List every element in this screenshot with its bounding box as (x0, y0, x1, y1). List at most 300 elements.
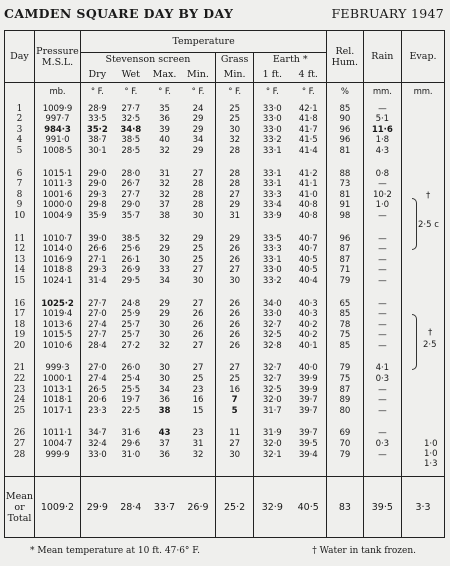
table-cell: 27 (215, 190, 254, 201)
table-cell: 30 (159, 374, 170, 385)
table-cell: 1015·5 (34, 330, 80, 341)
footnote-star: * Mean temperature at 10 ft. 47·6° F. (30, 546, 200, 556)
mean-label (5, 477, 35, 538)
evap-day27: 1·0 (424, 449, 438, 459)
table-cell: 1025·2 (34, 299, 80, 310)
table-cell: 30 (215, 125, 254, 136)
spacer-cell (363, 416, 402, 428)
table-cell: — (363, 406, 402, 417)
table-cell: 40·5 (290, 255, 326, 266)
table-cell: 1010·6 (34, 341, 80, 352)
table-row (5, 450, 445, 461)
table-cell: 32 (159, 189, 170, 200)
table-cell: 33·1 (254, 146, 290, 157)
mean-label-2: or (14, 501, 25, 513)
page-title: CAMDEN SQUARE DAY BY DAY (4, 6, 234, 21)
table-row (5, 135, 445, 146)
day-cell: 13 (5, 255, 35, 266)
table-cell: 1016·9 (34, 255, 80, 266)
table-cell: 32 (181, 450, 215, 461)
table-cell: 29 (181, 234, 215, 245)
evap-cell (402, 320, 445, 331)
day-cell: 19 (5, 330, 35, 341)
table-row (5, 363, 445, 374)
mean-grass: 25·2 (215, 477, 254, 538)
table-cell: 28·9 (80, 104, 113, 115)
spacer-cell (327, 460, 363, 477)
table-cell: 1010·7 (34, 234, 80, 245)
day-cell: 26 (5, 428, 35, 439)
table-cell: 40·0 (290, 363, 326, 374)
spacer-cell (80, 157, 113, 169)
evap-dagger-1: † (426, 191, 431, 201)
table-row (5, 104, 445, 115)
table-cell: 38·5 (121, 135, 141, 146)
evap-cell (402, 125, 445, 136)
evap-cell (402, 114, 445, 125)
table-row (5, 276, 445, 287)
unit-cell: ° F. (181, 83, 215, 98)
table-cell: 1017·1 (34, 406, 80, 417)
table-cell: 41·5 (290, 135, 326, 146)
spacer-cell (327, 157, 363, 169)
day-cell: 4 (5, 135, 35, 146)
table-cell: 31 (215, 211, 254, 222)
table-cell: 32 (159, 145, 170, 156)
spacer-cell (363, 222, 402, 234)
day-cell: 2 (5, 114, 35, 125)
evap-week1: 2·5 c (418, 220, 439, 230)
unit-cell: ° F. (124, 87, 138, 97)
spacer-cell (290, 222, 326, 234)
table-cell: 0·3 (363, 374, 402, 385)
table-cell: 7 (215, 395, 254, 406)
spacer-cell (181, 351, 215, 363)
table-cell: 33·2 (254, 135, 290, 146)
day-cell: 6 (5, 169, 35, 180)
table-cell: 32 (159, 233, 170, 244)
table-cell: 33·0 (254, 114, 290, 125)
spacer-cell (34, 222, 80, 234)
table-row (5, 320, 445, 331)
spacer-cell (363, 157, 402, 169)
unit-cell: ° F. (158, 87, 171, 97)
table-row (5, 244, 445, 255)
table-cell: 38 (158, 405, 171, 416)
day-cell: 24 (5, 395, 35, 406)
spacer-cell (254, 416, 290, 428)
table-cell: 984·3 (34, 125, 80, 136)
table-cell: 38·5 (121, 233, 141, 244)
table-cell: 87 (327, 244, 363, 255)
table-row (5, 406, 445, 417)
table-cell: 33·1 (254, 169, 290, 180)
table-cell: 29·0 (80, 169, 113, 180)
spacer-cell (327, 287, 363, 299)
day-cell: 28 (5, 450, 35, 461)
spacer-cell (114, 287, 148, 299)
table-cell: 70 (327, 439, 363, 450)
spacer-cell (402, 287, 445, 299)
spacer-cell (114, 222, 148, 234)
spacer-cell (215, 351, 254, 363)
day-cell: 27 (5, 439, 35, 450)
table-cell: 43 (158, 428, 171, 439)
page-header (4, 6, 446, 24)
evap-cell (402, 244, 445, 255)
table-cell: — (363, 450, 402, 461)
table-cell: — (363, 341, 402, 352)
table-row (5, 125, 445, 136)
table-cell: 33 (159, 265, 170, 276)
spacer-cell (80, 351, 113, 363)
spacer-cell (215, 460, 254, 477)
table-cell: 96 (327, 125, 363, 136)
table-cell: 27 (181, 299, 215, 310)
table-cell: 27·0 (80, 363, 113, 374)
table-cell: 29 (181, 114, 215, 125)
table-cell: 26 (215, 299, 254, 310)
table-cell: 30 (159, 319, 170, 330)
table-cell: 35·2 (80, 125, 113, 136)
spacer-cell (34, 460, 80, 477)
table-cell: 23 (181, 428, 215, 439)
table-cell: 41·0 (290, 190, 326, 201)
spacer-cell (34, 416, 80, 428)
spacer-cell (290, 351, 326, 363)
header-temperature: Temperature (80, 31, 326, 53)
day-cell: 11 (5, 234, 35, 245)
table-cell: 25·7 (121, 319, 141, 330)
table-cell: 32·5 (254, 385, 290, 396)
table-cell: 10·2 (363, 190, 402, 201)
mean-earth-4ft: 40·5 (290, 477, 326, 538)
table-cell: 1004·9 (34, 211, 80, 222)
table-cell: 40·1 (290, 341, 326, 352)
table-cell: 29 (159, 298, 170, 309)
table-cell: 41·4 (290, 146, 326, 157)
header-pressure-label: Pressure (36, 45, 79, 57)
table-cell: 999·9 (34, 450, 80, 461)
spacer-cell (34, 351, 80, 363)
spacer-cell (80, 416, 113, 428)
table-cell: 32 (215, 135, 254, 146)
day-cell: 9 (5, 200, 35, 211)
table-row (5, 439, 445, 450)
table-cell: 35·7 (121, 210, 141, 221)
table-row (5, 330, 445, 341)
evap-cell (402, 255, 445, 266)
day-cell: 5 (5, 146, 35, 157)
day-cell: 8 (5, 190, 35, 201)
table-cell: 1011·3 (34, 179, 80, 190)
spacer-cell (181, 416, 215, 428)
table-row (5, 374, 445, 385)
table-cell: — (363, 211, 402, 222)
spacer-cell (34, 157, 80, 169)
evap-brace-1 (412, 198, 417, 250)
table-cell: 39 (159, 124, 170, 135)
table-cell: — (363, 179, 402, 190)
table-cell: 33·4 (254, 200, 290, 211)
header-rain: Rain (363, 31, 402, 83)
table-cell: 1024·1 (34, 276, 80, 287)
evap-week3: 2·5 (423, 340, 437, 350)
table-cell: 40·7 (290, 234, 326, 245)
table-cell: 26 (181, 309, 215, 320)
evap-cell (402, 385, 445, 396)
unit-cell: ° F. (80, 83, 113, 98)
mean-label-1: Mean (5, 490, 34, 502)
evap-cell (402, 395, 445, 406)
mean-evap: 3·3 (402, 477, 445, 538)
header-wet: Wet (114, 67, 148, 83)
table-cell: 31·6 (121, 428, 141, 439)
table-cell: 35·9 (80, 211, 113, 222)
table-cell: 38·7 (80, 135, 113, 146)
table-row (5, 179, 445, 190)
table-cell: 28·0 (121, 168, 141, 179)
evap-cell (402, 146, 445, 157)
table-cell: 29·0 (121, 200, 141, 211)
spacer-cell (181, 157, 215, 169)
evap-cell (402, 299, 445, 310)
table-cell: 89 (327, 395, 363, 406)
table-cell: 38 (159, 210, 170, 221)
spacer-row (5, 416, 445, 428)
table-cell: 27·7 (80, 330, 113, 341)
table-cell: 1004·7 (34, 439, 80, 450)
table-cell: 65 (327, 299, 363, 310)
table-cell: — (363, 276, 402, 287)
table-cell: 27 (181, 341, 215, 352)
table-cell: 27 (215, 439, 254, 450)
table-cell: 26·1 (121, 254, 141, 265)
spacer-row (5, 287, 445, 299)
table-cell: 991·0 (34, 135, 80, 146)
table-cell: 29 (181, 125, 215, 136)
table-cell: 33·5 (80, 114, 113, 125)
table-cell: 15 (181, 406, 215, 417)
table-cell: 69 (327, 428, 363, 439)
table-cell: 32·0 (254, 439, 290, 450)
unit-cell (5, 83, 35, 98)
table-cell: 75 (327, 374, 363, 385)
table-cell: 25·9 (121, 309, 141, 320)
table-cell: 79 (327, 363, 363, 374)
day-cell: 3 (5, 125, 35, 136)
table-cell: 26 (215, 309, 254, 320)
table-cell: — (363, 385, 402, 396)
table-cell: 36 (159, 114, 170, 125)
evap-cell (402, 363, 445, 374)
unit-cell: mm. (363, 83, 402, 98)
table-cell: 96 (327, 135, 363, 146)
table-cell: 41·2 (290, 169, 326, 180)
spacer-cell (114, 460, 148, 477)
mean-max: 33·7 (148, 477, 181, 538)
day-cell: 1 (5, 104, 35, 115)
spacer-cell (148, 222, 181, 234)
table-cell: 25·7 (121, 330, 141, 341)
mean-min: 26·9 (181, 477, 215, 538)
evap-cell (402, 276, 445, 287)
spacer-row (5, 222, 445, 234)
table-cell: 33·1 (254, 179, 290, 190)
table-cell: 25·6 (121, 244, 141, 255)
evap-cell (402, 428, 445, 439)
table-cell: 31·4 (80, 276, 113, 287)
table-cell: 33·1 (254, 255, 290, 266)
spacer-cell (181, 287, 215, 299)
header-stevenson: Stevenson screen (80, 53, 215, 67)
table-cell: 1018·8 (34, 265, 80, 276)
day-cell: 22 (5, 374, 35, 385)
table-cell: 32 (159, 340, 170, 351)
table-cell: 1·8 (363, 135, 402, 146)
table-cell: 40·8 (290, 200, 326, 211)
spacer-cell (148, 351, 181, 363)
table-cell: 26 (181, 330, 215, 341)
table-cell: 26 (215, 255, 254, 266)
spacer-cell (148, 416, 181, 428)
spacer-cell (327, 351, 363, 363)
mean-rain: 39·5 (363, 477, 402, 538)
table-cell: 32·4 (80, 439, 113, 450)
spacer-row (5, 157, 445, 169)
table-cell: 27·4 (80, 374, 113, 385)
spacer-cell (215, 157, 254, 169)
table-cell: 19·7 (121, 395, 141, 406)
table-cell: 28·4 (80, 341, 113, 352)
table-cell: 5·1 (363, 114, 402, 125)
header-pressure (34, 31, 80, 83)
spacer-cell (181, 222, 215, 234)
table-row (5, 299, 445, 310)
table-cell: 27·1 (80, 255, 113, 266)
table-cell: 26·9 (121, 265, 141, 276)
mean-wet: 28·4 (114, 477, 148, 538)
table-cell: 26·5 (80, 385, 113, 396)
table-cell: 11 (215, 428, 254, 439)
table-cell: 29·3 (80, 265, 113, 276)
evap-cell (402, 309, 445, 320)
evap-cell (402, 265, 445, 276)
table-cell: 25·5 (121, 384, 141, 395)
table-cell: 39·7 (290, 406, 326, 417)
table-cell: 27 (181, 265, 215, 276)
table-cell: 80 (327, 406, 363, 417)
table-cell: 41·7 (290, 125, 326, 136)
table-cell: 34·7 (80, 428, 113, 439)
table-cell: 35 (159, 103, 170, 114)
spacer-cell (5, 222, 35, 234)
table-cell: 28 (181, 200, 215, 211)
spacer-cell (402, 416, 445, 428)
table-cell: 32 (159, 179, 170, 190)
evap-cell (402, 190, 445, 201)
table-cell: 29·3 (80, 190, 113, 201)
weather-table (4, 30, 445, 538)
table-cell: 29 (159, 309, 170, 320)
table-cell: 27·0 (80, 309, 113, 320)
units-row (5, 83, 445, 98)
table-cell: 24 (181, 104, 215, 115)
header-earth-1ft: 1 ft. (254, 67, 290, 83)
table-cell: 32·7 (254, 374, 290, 385)
header-hum: Hum. (331, 56, 359, 68)
table-cell: 29·0 (80, 179, 113, 190)
table-cell: 25 (181, 374, 215, 385)
table-cell: 28 (215, 146, 254, 157)
table-cell: 39·9 (290, 385, 326, 396)
table-cell: 1013·6 (34, 320, 80, 331)
evap-cell (402, 406, 445, 417)
spacer-cell (215, 222, 254, 234)
evap-cell (402, 374, 445, 385)
table-cell: 32·7 (254, 363, 290, 374)
table-row (5, 265, 445, 276)
spacer-cell (80, 460, 113, 477)
table-cell: 29 (215, 234, 254, 245)
evap-cell (402, 234, 445, 245)
table-cell: 41·1 (290, 179, 326, 190)
table-cell: 30 (215, 450, 254, 461)
table-cell: — (363, 330, 402, 341)
table-row (5, 255, 445, 266)
table-cell: — (363, 265, 402, 276)
table-cell: 20·6 (80, 395, 113, 406)
unit-cell: mm. (402, 83, 445, 98)
spacer-cell (215, 416, 254, 428)
table-cell: 87 (327, 255, 363, 266)
table-cell: 32·1 (254, 450, 290, 461)
table-cell: 25 (181, 255, 215, 266)
table-cell: 23·3 (80, 406, 113, 417)
table-cell: 1011·1 (34, 428, 80, 439)
spacer-cell (148, 460, 181, 477)
table-cell: 29 (215, 200, 254, 211)
table-cell: 1008·5 (34, 146, 80, 157)
table-cell: 40 (159, 135, 170, 146)
table-cell: 25 (215, 114, 254, 125)
table-cell: 39·7 (290, 428, 326, 439)
mean-pressure: 1009·2 (34, 477, 80, 538)
table-cell: 1013·1 (34, 385, 80, 396)
table-cell: 32·5 (254, 330, 290, 341)
table-cell: 29·6 (121, 439, 141, 450)
spacer-cell (148, 157, 181, 169)
evap-brace-2 (412, 314, 417, 370)
table-cell: 11·6 (363, 125, 402, 136)
table-cell: 39·0 (80, 234, 113, 245)
table-cell: 30·1 (80, 146, 113, 157)
table-cell: 0·8 (363, 169, 402, 180)
spacer-cell (327, 416, 363, 428)
table-cell: 32·8 (254, 341, 290, 352)
spacer-cell (254, 157, 290, 169)
spacer-cell (290, 157, 326, 169)
table-cell: 26 (181, 320, 215, 331)
day-cell: 15 (5, 276, 35, 287)
table-cell: 997·7 (34, 114, 80, 125)
unit-cell: ° F. (290, 83, 326, 98)
day-cell: 20 (5, 341, 35, 352)
header-min: Min. (181, 67, 215, 83)
spacer-cell (34, 287, 80, 299)
spacer-cell (363, 351, 402, 363)
table-row (5, 211, 445, 222)
